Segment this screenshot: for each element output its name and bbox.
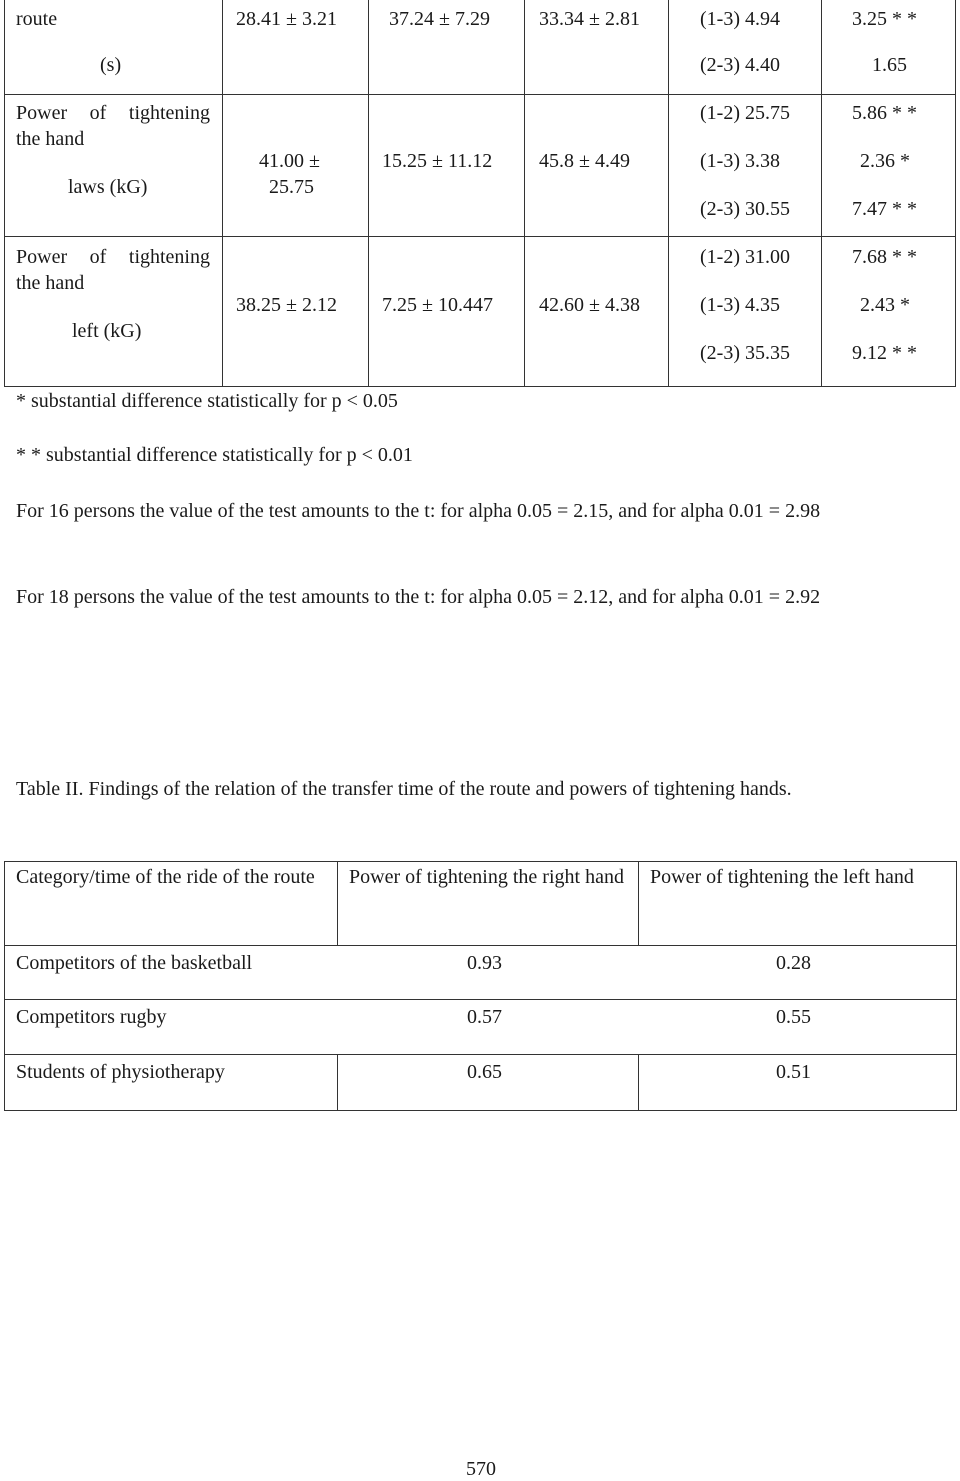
t-value-note-18: For 18 persons the value of the test amounts to the t: for alpha 0.05 = 2.12, and for alpha 0.01 = 2.92 xyxy=(16,586,821,608)
t-value: 2.43 * xyxy=(860,294,910,316)
row-label-unit: left (kG) xyxy=(72,320,142,342)
left-hand-cell: 0.51 xyxy=(776,1061,811,1083)
column-header: Power of tightening the right hand xyxy=(349,866,624,888)
right-hand-cell: 0.57 xyxy=(467,1006,502,1028)
significance-note-001: * * substantial difference statistically for p < 0.01 xyxy=(16,444,413,466)
category-cell: Competitors rugby xyxy=(16,1006,167,1028)
table-divider xyxy=(222,0,223,387)
table-divider xyxy=(668,0,669,387)
table-divider xyxy=(821,0,822,387)
comparison-pair: (1-3) 4.94 xyxy=(700,8,780,30)
t-value: 1.65 xyxy=(872,54,907,76)
mean-group-3: 33.34 ± 2.81 xyxy=(539,8,640,30)
right-hand-cell: 0.93 xyxy=(467,952,502,974)
table-divider xyxy=(337,861,338,946)
t-value: 7.68 * * xyxy=(852,246,917,268)
left-hand-cell: 0.55 xyxy=(776,1006,811,1028)
mean-group-2: 15.25 ± 11.12 xyxy=(382,150,493,172)
t-value: 5.86 * * xyxy=(852,102,917,124)
table-border-left xyxy=(4,861,5,1111)
row-label-unit: (s) xyxy=(100,54,122,76)
category-cell: Students of physiotherapy xyxy=(16,1061,225,1083)
comparison-pair: (2-3) 30.55 xyxy=(700,198,790,220)
mean-group-1: 41.00 ± xyxy=(259,150,320,172)
table-row-separator xyxy=(4,1054,957,1055)
column-header: Power of tightening the left hand xyxy=(650,866,914,888)
table-caption: Table II. Findings of the relation of the transfer time of the route and powers of tightening hands. xyxy=(16,778,792,800)
comparison-pair: (2-3) 4.40 xyxy=(700,54,780,76)
t-value: 2.36 * xyxy=(860,150,910,172)
table-row-separator xyxy=(4,945,957,946)
table-divider xyxy=(638,1054,639,1111)
mean-group-1: 25.75 xyxy=(269,176,314,198)
category-cell: Competitors of the basketball xyxy=(16,952,253,974)
row-label: Power of tightening xyxy=(16,102,210,124)
mean-group-1: 38.25 ± 2.12 xyxy=(236,294,337,316)
table-divider xyxy=(638,861,639,946)
mean-group-3: 42.60 ± 4.38 xyxy=(539,294,640,316)
table-border-bottom xyxy=(4,1110,957,1111)
mean-group-3: 45.8 ± 4.49 xyxy=(539,150,630,172)
row-label: Power of tightening xyxy=(16,246,210,268)
table-divider xyxy=(368,0,369,387)
comparison-pair: (1-3) 4.35 xyxy=(700,294,780,316)
comparison-pair: (1-2) 25.75 xyxy=(700,102,790,124)
table-row-separator xyxy=(4,236,956,237)
mean-group-2: 37.24 ± 7.29 xyxy=(389,8,490,30)
table-row-separator xyxy=(4,94,956,95)
table-row-separator xyxy=(4,999,957,1000)
column-header: Category/time of the ride of the route xyxy=(16,866,315,888)
table-divider xyxy=(337,1054,338,1111)
table-border-bottom xyxy=(4,386,956,387)
table-border-right xyxy=(956,861,957,1111)
t-value: 7.47 * * xyxy=(852,198,917,220)
mean-group-2: 7.25 ± 10.447 xyxy=(382,294,493,316)
mean-group-1: 28.41 ± 3.21 xyxy=(236,8,337,30)
row-label: the hand xyxy=(16,272,85,294)
row-label: the hand xyxy=(16,128,85,150)
table-border-right xyxy=(955,0,956,387)
table-border-left xyxy=(4,0,5,387)
comparison-pair: (1-3) 3.38 xyxy=(700,150,780,172)
right-hand-cell: 0.65 xyxy=(467,1061,502,1083)
row-label: route xyxy=(16,8,58,30)
significance-note-005: * substantial difference statistically for p < 0.05 xyxy=(16,390,398,412)
t-value: 9.12 * * xyxy=(852,342,917,364)
t-value: 3.25 * * xyxy=(852,8,917,30)
table-divider xyxy=(524,0,525,387)
t-value-note-16: For 16 persons the value of the test amounts to the t: for alpha 0.05 = 2.15, and for alpha 0.01 = 2.98 xyxy=(16,500,821,522)
comparison-pair: (2-3) 35.35 xyxy=(700,342,790,364)
left-hand-cell: 0.28 xyxy=(776,952,811,974)
comparison-pair: (1-2) 31.00 xyxy=(700,246,790,268)
row-label-unit: laws (kG) xyxy=(68,176,148,198)
page-number: 570 xyxy=(466,1458,496,1480)
